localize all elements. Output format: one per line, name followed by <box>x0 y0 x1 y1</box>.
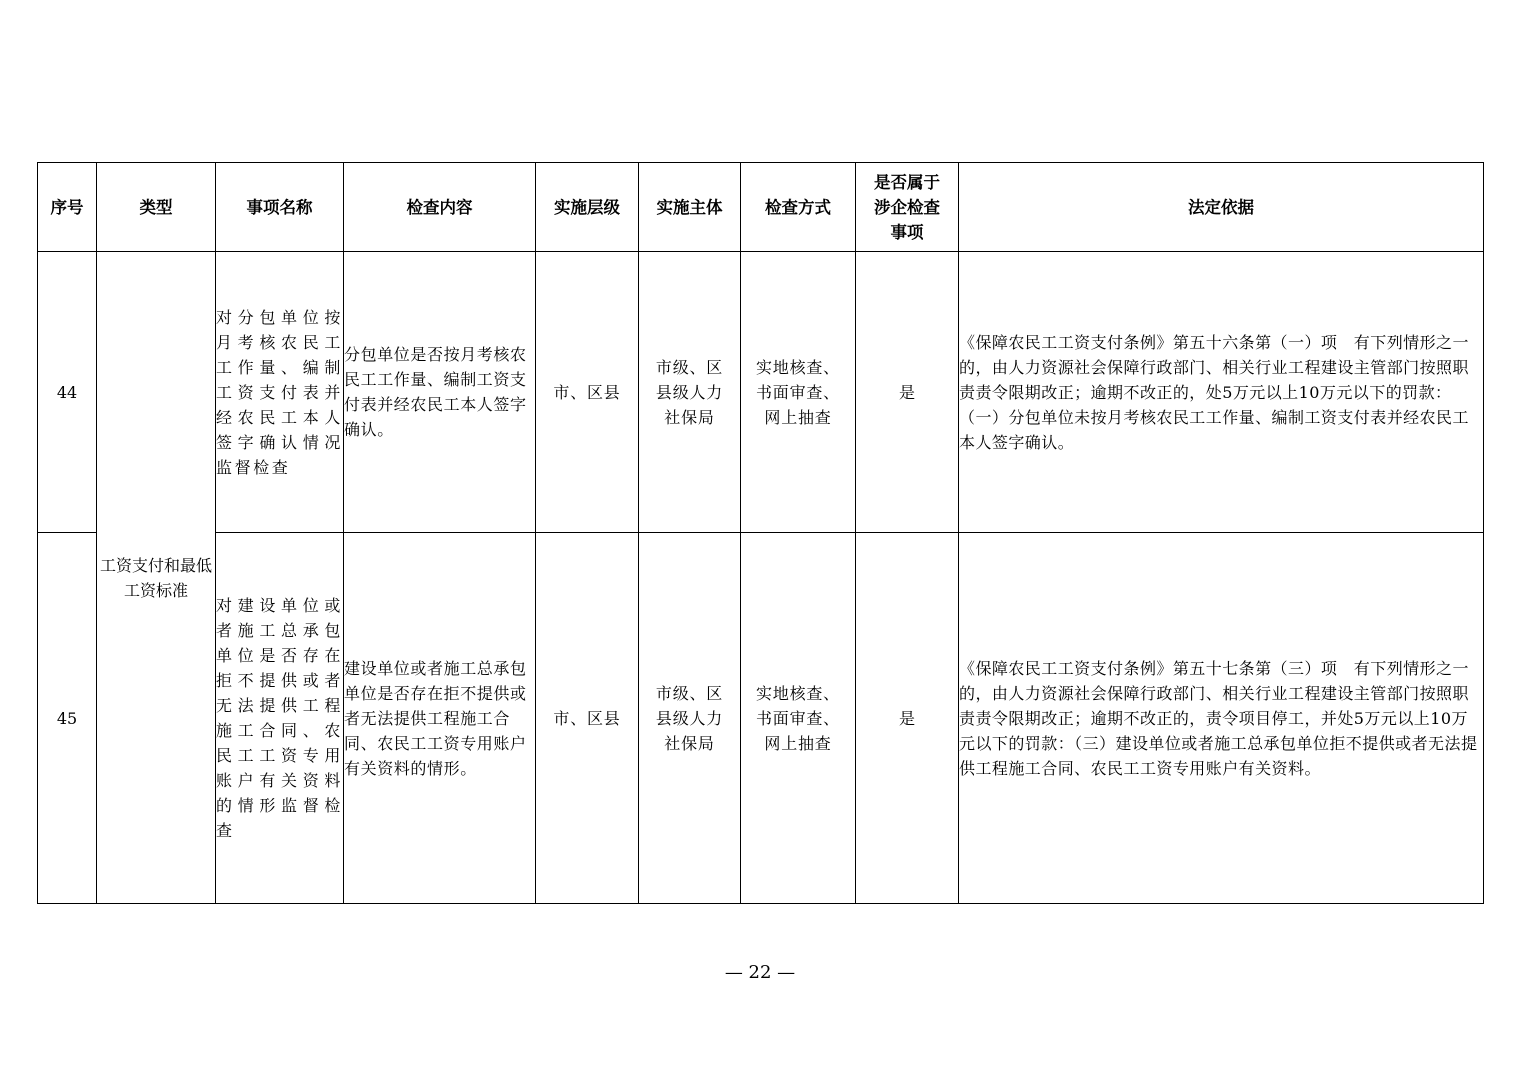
row-basis: 《保障农民工工资支付条例》第五十七条第（三）项 有下列情形之一的，由人力资源社会保障行政部门、相关行业工程建设主管部门按照职责责令限期改正；逾期不改正的，责令项目停工，并处5万元以上10万元以下的罚款：（三）建设单位或者施工总承包单位拒不提供或者无法提供工程施工合同、农民工工资专用账户有关资料。 <box>959 533 1484 904</box>
row-content: 建设单位或者施工总承包单位是否存在拒不提供或者无法提供工程施工合同、农民工工资专用账户有关资料的情形。 <box>344 533 536 904</box>
inspection-items-table <box>37 162 1484 904</box>
row-seq: 44 <box>38 252 97 533</box>
row-level: 市、区县 <box>536 533 639 904</box>
table-header-row <box>38 163 1484 252</box>
page-number: — 22 — <box>724 962 796 983</box>
row-content: 分包单位是否按月考核农民工工作量、编制工资支付表并经农民工本人签字确认。 <box>344 252 536 533</box>
row-seq: 45 <box>38 533 97 904</box>
row-method: 实地核查、书面审查、网上抽查 <box>741 533 856 904</box>
row-type: 工资支付和最低工资标准 <box>97 252 216 904</box>
row-level: 市、区县 <box>536 252 639 533</box>
header-method: 检查方式 <box>741 163 856 252</box>
header-level: 实施层级 <box>536 163 639 252</box>
row-basis: 《保障农民工工资支付条例》第五十六条第（一）项 有下列情形之一的，由人力资源社会保障行政部门、相关行业工程建设主管部门按照职责责令限期改正；逾期不改正的，处5万元以上10万元以下的罚款：（一）分包单位未按月考核农民工工作量、编制工资支付表并经农民工本人签字确认。 <box>959 252 1484 533</box>
row-item-name: 对建设单位或者施工总承包单位是否存在拒不提供或者无法提供工程施工合同、农民工工资专用账户有关资料的情形监督检查 <box>216 533 344 904</box>
table-row <box>38 533 1484 904</box>
row-is-enterprise: 是 <box>856 533 959 904</box>
row-subject: 市级、区县级人力社保局 <box>639 252 741 533</box>
header-type: 类型 <box>97 163 216 252</box>
row-subject: 市级、区县级人力社保局 <box>639 533 741 904</box>
header-seq: 序号 <box>38 163 97 252</box>
row-item-name: 对分包单位按月考核农民工工作量、编制工资支付表并经农民工本人签字确认情况监督检查 <box>216 252 344 533</box>
header-subject: 实施主体 <box>639 163 741 252</box>
header-is-enterprise: 是否属于涉企检查事项 <box>856 163 959 252</box>
row-is-enterprise: 是 <box>856 252 959 533</box>
row-method: 实地核查、书面审查、网上抽查 <box>741 252 856 533</box>
table-row <box>38 252 1484 533</box>
header-basis: 法定依据 <box>959 163 1484 252</box>
header-item-name: 事项名称 <box>216 163 344 252</box>
header-content: 检查内容 <box>344 163 536 252</box>
